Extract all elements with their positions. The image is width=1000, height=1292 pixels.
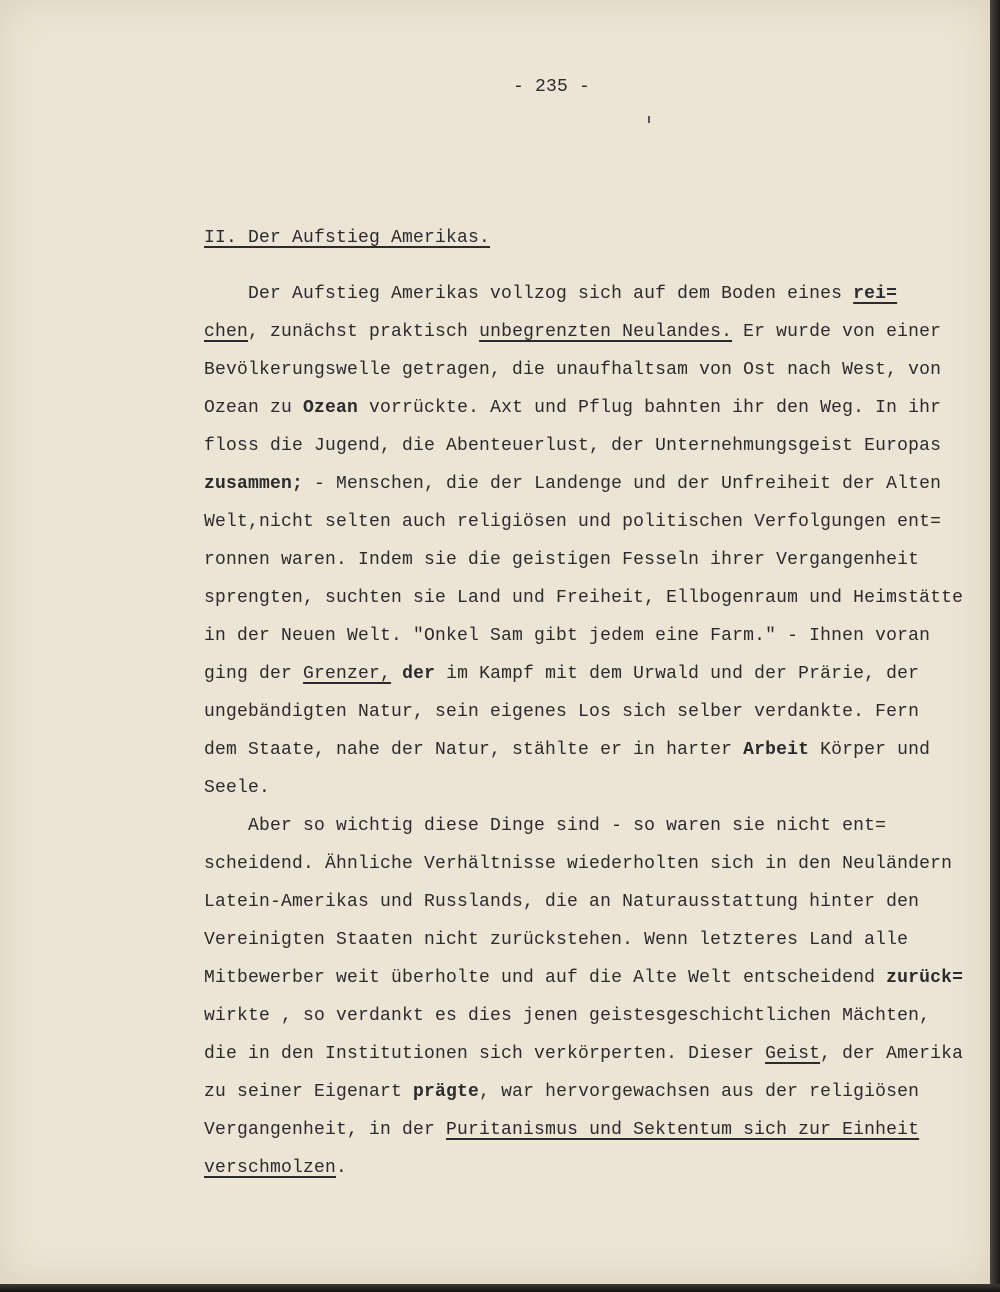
text-segment: in der Neuen Welt. "Onkel Sam gibt jedem eine Farm." - Ihnen voran bbox=[204, 626, 931, 646]
text-line bbox=[204, 436, 941, 456]
text-segment: Arbeit bbox=[743, 740, 810, 760]
text-segment: ging der bbox=[204, 664, 304, 684]
text-segment: Der Aufstieg Amerikas vollzog sich auf dem Boden eines bbox=[204, 284, 854, 304]
text-segment: Vereinigten Staaten nicht zurückstehen. Wenn letzteres Land alle bbox=[204, 930, 909, 950]
text-segment: Körper und bbox=[809, 740, 931, 760]
text-segment bbox=[391, 664, 402, 684]
text-line bbox=[204, 854, 952, 874]
text-segment: Latein-Amerikas und Russlands, die an Naturausstattung hinter den bbox=[204, 892, 920, 912]
text-line bbox=[204, 968, 963, 988]
text-line bbox=[204, 892, 919, 912]
text-segment: Welt,nicht selten auch religiösen und politischen Verfolgungen ent= bbox=[204, 512, 942, 532]
text-segment: - Menschen, die der Landenge und der Unfreiheit der Alten bbox=[303, 474, 942, 494]
text-segment: Puritanismus und Sektentum sich zur Einheit bbox=[446, 1120, 920, 1140]
text-segment: floss die Jugend, die Abenteuerlust, der Unternehmungsgeist Europas bbox=[204, 436, 942, 456]
text-segment: Vergangenheit, in der bbox=[204, 1120, 447, 1140]
text-segment: prägte bbox=[413, 1082, 480, 1102]
text-segment: wirkte , so verdankt es dies jenen geistesgeschichtlichen Mächten, bbox=[204, 1006, 931, 1026]
text-segment: unbegrenzten Neulandes. bbox=[479, 322, 733, 342]
text-line bbox=[204, 398, 941, 418]
text-line bbox=[204, 474, 941, 494]
text-segment: rei= bbox=[853, 284, 898, 304]
text-segment: Mitbewerber weit überholte und auf die Alte Welt entscheidend bbox=[204, 968, 887, 988]
text-segment: scheidend. Ähnliche Verhältnisse wiederholten sich in den Neuländern bbox=[204, 854, 953, 874]
section-heading: II. Der Aufstieg Amerikas. bbox=[204, 228, 491, 248]
text-line bbox=[204, 702, 919, 722]
text-line bbox=[204, 1082, 919, 1102]
text-segment: zurück= bbox=[886, 968, 964, 988]
text-segment: ronnen waren. Indem sie die geistigen Fesseln ihrer Vergangenheit bbox=[204, 550, 920, 570]
text-line bbox=[204, 550, 919, 570]
text-line bbox=[204, 1120, 919, 1140]
text-segment: , der Amerika bbox=[820, 1044, 964, 1064]
text-segment: Er wurde von einer bbox=[732, 322, 942, 342]
text-line bbox=[204, 360, 941, 380]
text-line bbox=[204, 930, 908, 950]
ink-mark bbox=[648, 116, 650, 123]
text-line bbox=[204, 512, 941, 532]
text-segment: . bbox=[336, 1158, 348, 1178]
text-segment: Bevölkerungswelle getragen, die unaufhaltsam von Ost nach West, von bbox=[204, 360, 942, 380]
text-line bbox=[204, 1006, 930, 1026]
text-segment: der bbox=[402, 664, 436, 684]
text-line bbox=[204, 778, 270, 798]
text-segment: vorrückte. Axt und Pflug bahnten ihr den Weg. In ihr bbox=[358, 398, 942, 418]
text-segment: Aber so wichtig diese Dinge sind - so waren sie nicht ent= bbox=[204, 816, 887, 836]
text-line bbox=[204, 1158, 347, 1178]
text-segment: zusammen; bbox=[204, 474, 304, 494]
page-edge-bottom bbox=[0, 1284, 1000, 1292]
text-segment: zu seiner Eigenart bbox=[204, 1082, 414, 1102]
text-segment: verschmolzen bbox=[204, 1158, 337, 1178]
text-line bbox=[204, 322, 941, 342]
text-segment: Grenzer, bbox=[303, 664, 392, 684]
text-segment: sprengten, suchten sie Land und Freiheit, Ellbogenraum und Heimstätte bbox=[204, 588, 964, 608]
text-line bbox=[204, 284, 897, 304]
text-line bbox=[204, 1044, 963, 1064]
text-segment: im Kampf mit dem Urwald und der Prärie, der bbox=[435, 664, 920, 684]
text-segment: dem Staate, nahe der Natur, stählte er in harter bbox=[204, 740, 744, 760]
text-segment: ungebändigten Natur, sein eigenes Los sich selber verdankte. Fern bbox=[204, 702, 920, 722]
text-line bbox=[204, 816, 886, 836]
text-line bbox=[204, 664, 919, 684]
text-segment: Ozean zu bbox=[204, 398, 304, 418]
page-edge-right bbox=[990, 0, 1000, 1292]
page-number: - 235 - bbox=[513, 77, 591, 97]
text-segment: die in den Institutionen sich verkörperten. Dieser bbox=[204, 1044, 766, 1064]
text-segment: , war hervorgewachsen aus der religiösen bbox=[479, 1082, 920, 1102]
text-segment: Geist bbox=[765, 1044, 821, 1064]
text-segment: , zunächst praktisch bbox=[248, 322, 480, 342]
text-segment: Seele. bbox=[204, 778, 271, 798]
text-line bbox=[204, 740, 930, 760]
text-line bbox=[204, 626, 930, 646]
text-segment: chen bbox=[204, 322, 249, 342]
text-line bbox=[204, 588, 963, 608]
text-segment: Ozean bbox=[303, 398, 359, 418]
